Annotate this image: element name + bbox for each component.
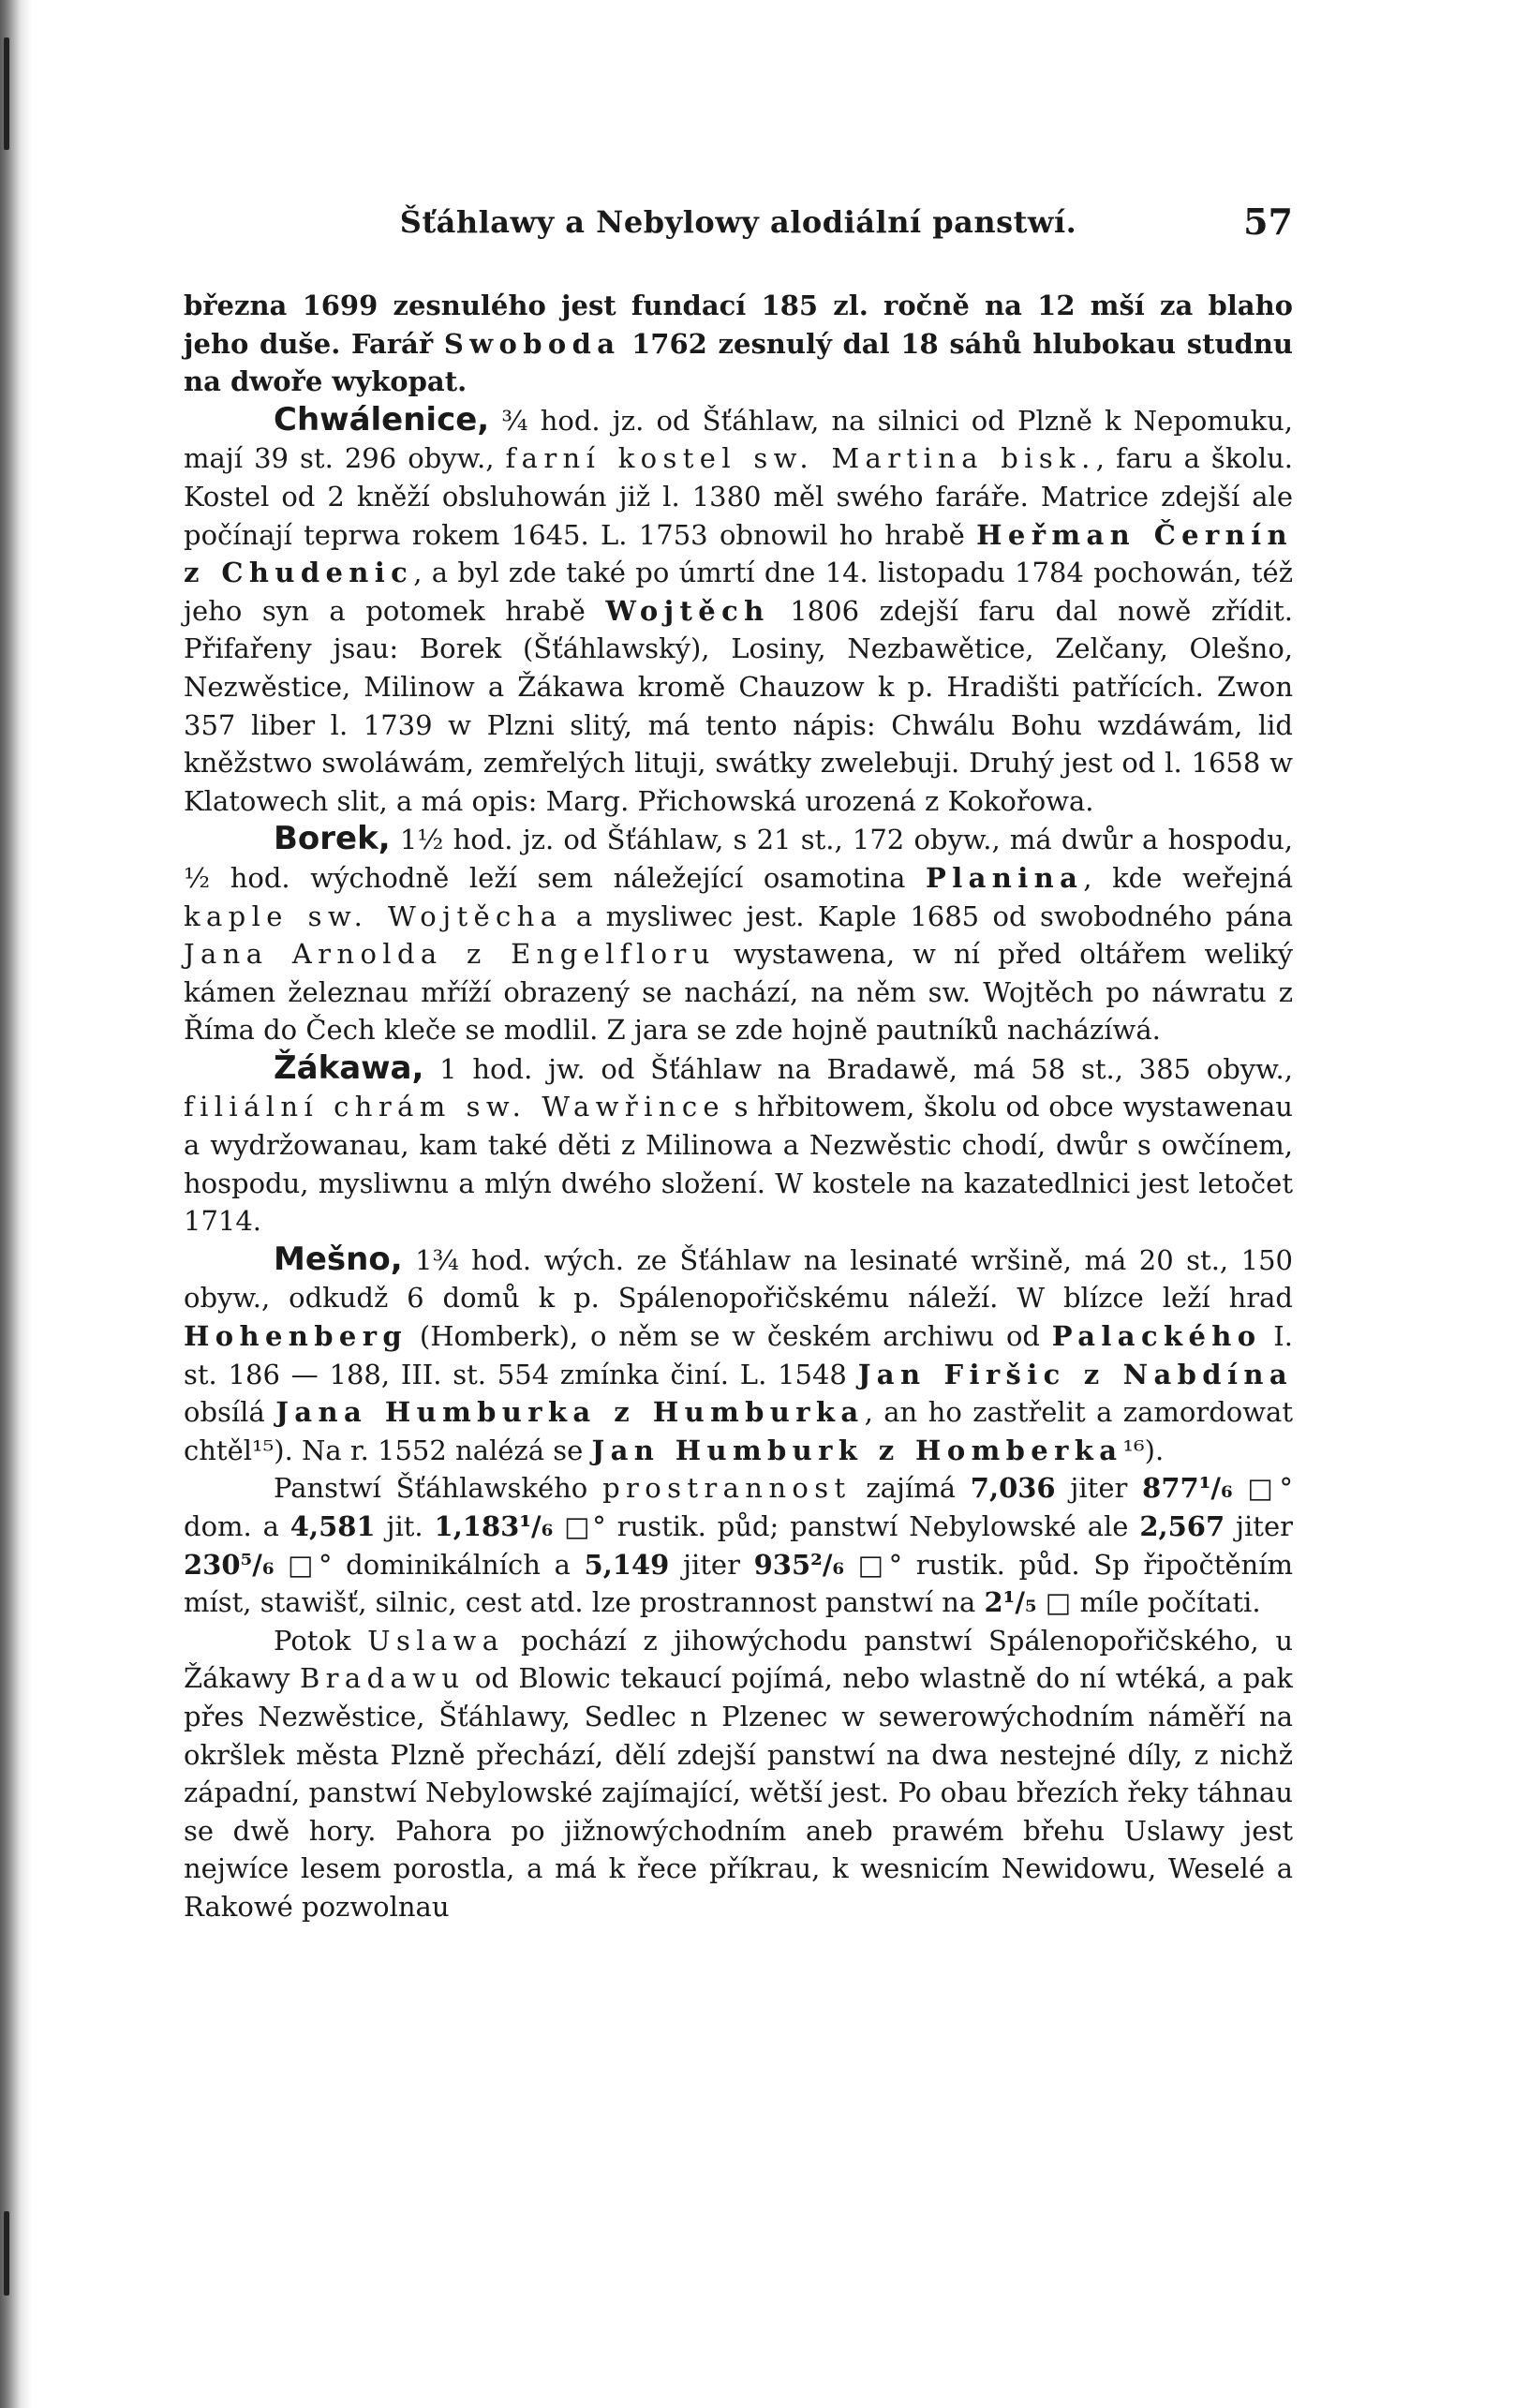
text-run: wystawena, w ní před oltářem weliký kámen železnau mříží obrazený se nachází, na něm sw. Wojtěch po náwratu z Říma do Čech kleče se modlil. Z jara se zde hojně pautníků nacházíwá. <box>184 938 1293 1047</box>
text-run: Jan Firšic z Nabdína <box>857 1358 1294 1390</box>
scan-edge-mark-bottom <box>4 2211 9 2296</box>
paragraph-mesno <box>184 1241 1293 1470</box>
text-run: jit. <box>375 1510 435 1542</box>
text-run: Chwálenice, <box>274 400 490 438</box>
text-run: 1,183¹/₆ <box>434 1510 554 1542</box>
text-run: 1806 zdejší faru dal nowě zřídit. Přifařeny jsau: Borek (Šťáhlawský), Losiny, Nezbawětice, Zelčany, Olešno, Nezwěstice, Milinow a Žákawa kromě Chauzow k p. Hradišti patřících. Zwon 357 liber l. 1739 w Plzni slitý, má tento nápis: Chwálu Bohu wzdáwám, lid kněžstwo swoláwám, zemřelých lituji, swátky zwelebuji. Druhý jest od l. 1658 w Klatowech slit, a má opis: Marg. Přichowská urozená z Kokořowa. <box>184 594 1293 817</box>
paragraph-continuation <box>184 287 1293 401</box>
text-run: (Homberk), o něm se w českém archiwu od <box>408 1320 1052 1353</box>
text-run: □° rustik. půd. Sp řipočtěním míst, stawišť, silnic, cest atd. lze prostrannost panstwí na <box>184 1548 1293 1619</box>
text-run: Žákawa, <box>274 1048 424 1087</box>
text-run: Panstwí Šťáhlawského <box>274 1472 603 1505</box>
text-run: ¹⁶). <box>1122 1434 1165 1466</box>
text-run: kaple sw. Wojtěcha <box>184 899 563 932</box>
text-run: s hřbitowem, školu od obce wystawenau a wydržowanau, kam také děti z Milinowa a Nezwěstic chodí, dwůr s owčínem, hospodu, mysliwnu a mlýn dwého složení. W kostele na kazatedlnici jest letočet 1714. <box>184 1091 1293 1238</box>
text-run: Uslawa <box>367 1624 505 1657</box>
paragraph-borek <box>184 820 1293 1049</box>
text-run: □° dom. a <box>184 1472 1293 1542</box>
text-run: Palackého <box>1051 1320 1262 1353</box>
text-run: farní kostel sw. Martina bisk. <box>505 442 1096 475</box>
text-run: Hohenberg <box>184 1320 408 1353</box>
text-run: jiter <box>1055 1472 1143 1505</box>
text-run: Planina <box>926 861 1084 894</box>
text-run: 230⁵/₆ <box>184 1548 275 1581</box>
text-run: Jan Humburk z Homberka <box>591 1434 1123 1466</box>
text-run: 1762 zesnulý dal 18 sáhů hlubokau studnu na dwoře wykopat. <box>184 327 1294 398</box>
text-run: I. st. 186 — 188, III. st. 554 zmínka činí. L. 1548 <box>184 1320 1293 1390</box>
scan-edge-mark-top <box>4 37 9 150</box>
paragraph-chwalenice <box>184 401 1293 821</box>
text-run: , faru a školu. Kostel od 2 kněží obsluhowán již l. 1380 měl swého faráře. Matrice zdejší ale počínají teprwa rokem 1645. L. 1753 obnowil ho hrabě <box>184 442 1293 551</box>
text-run: obsílá <box>184 1396 276 1429</box>
book-page <box>184 199 1293 1926</box>
text-run: Jana Humburka z Humburka <box>275 1396 865 1429</box>
text-run: 2¹/₅ <box>984 1586 1037 1619</box>
text-run: Bradawu <box>299 1662 466 1695</box>
text-run: 935²/₆ <box>753 1548 845 1581</box>
text-run: března 1699 zesnulého jest fundací 185 zl. ročně na 12 mší za blaho jeho duše. Farář <box>184 290 1293 360</box>
text-run: od Blowic tekaucí pojímá, nebo wlastně do ní wtéká, a pak přes Nezwěstice, Šťáhlawy, Sedlec n Plzenec w sewerowýchodním náměří na okršlek města Plzně přechází, dělí zdejší panstwí na dwa nestejné díly, z nichž západní, panstwí Nebylowské zajímající, wětší jest. Po obau březích řeky táhnau se dwě hory. Pahora po jižnowýchodním aneb prawém břehu Uslawy jest nejwíce lesem porostla, a má k řece příkrau, k wesnicím Newidowu, Weselé a Rakowé pozwolnau <box>184 1662 1294 1923</box>
text-run: Swoboda <box>443 327 621 360</box>
text-run: 4,581 <box>289 1510 376 1542</box>
page-number: 57 <box>1243 201 1293 243</box>
text-run: □° dominikálních a <box>274 1548 585 1581</box>
text-run: Borek, <box>274 820 391 858</box>
text-run: 1½ hod. jz. od Šťáhlaw, s 21 st., 172 obyw., má dwůr a hospodu, ½ hod. wýchodně leží sem náležející osamotina <box>184 824 1293 894</box>
page-header <box>184 199 1293 255</box>
text-run: a mysliwec jest. Kaple 1685 od swobodného pána <box>562 899 1293 932</box>
text-run: jiter <box>669 1548 754 1581</box>
paragraph-uslawa <box>184 1622 1293 1926</box>
text-run: zajímá <box>851 1472 971 1505</box>
text-run: , kde weřejná <box>1083 861 1293 894</box>
text-run: Heřman Černín z Chudenic <box>184 518 1293 589</box>
text-run: 2,567 <box>1139 1510 1225 1542</box>
text-run: 1¾ hod. wých. ze Šťáhlaw na lesinaté wršině, má 20 st., 150 obyw., odkudž 6 domů k p. Spálenopořičskému náleží. W blízce leží hrad <box>184 1243 1293 1315</box>
text-run: 1 hod. jw. od Šťáhlaw na Bradawě, má 58 st., 385 obyw., <box>423 1052 1293 1085</box>
paragraph-area <box>184 1469 1293 1621</box>
text-run: filiální chrám sw. Wawřince <box>184 1091 725 1123</box>
text-run: ¾ hod. jz. od Šťáhlaw, na silnici od Plzně k Nepomuku, mají 39 st. 296 obyw., <box>184 404 1293 475</box>
running-head: Šťáhlawy a Nebylowy alodiální panstwí. <box>399 204 1077 240</box>
text-run: , a byl zde také po úmrtí dne 14. listopadu 1784 pochowán, též jeho syn a potomek hrabě <box>184 557 1293 627</box>
text-run: jiter <box>1225 1510 1293 1542</box>
text-run: prostrannost <box>602 1472 852 1505</box>
text-run: 7,036 <box>970 1472 1056 1505</box>
text-run: □ míle počítati. <box>1036 1586 1261 1619</box>
text-run: , an ho zastřelit a zamordowat chtěl¹⁵). Na r. 1552 nalézá se <box>184 1396 1293 1466</box>
text-run: 5,149 <box>584 1548 670 1581</box>
text-run: Jana Arnolda z Engelfloru <box>184 938 716 971</box>
text-run: □° rustik. půd; panstwí Nebylowské ale <box>553 1510 1140 1542</box>
text-run: Mešno, <box>274 1240 403 1278</box>
paragraph-zakawa <box>184 1049 1293 1241</box>
text-run: Potok <box>274 1624 368 1657</box>
body-text <box>184 287 1293 1926</box>
scan-edge-shadow <box>0 0 32 2408</box>
text-run: pochází z jihowýchodu panstwí Spálenopořičského, u Žákawy <box>184 1624 1293 1695</box>
text-run: 877¹/₆ <box>1142 1472 1233 1505</box>
text-run: Wojtěch <box>605 594 770 627</box>
